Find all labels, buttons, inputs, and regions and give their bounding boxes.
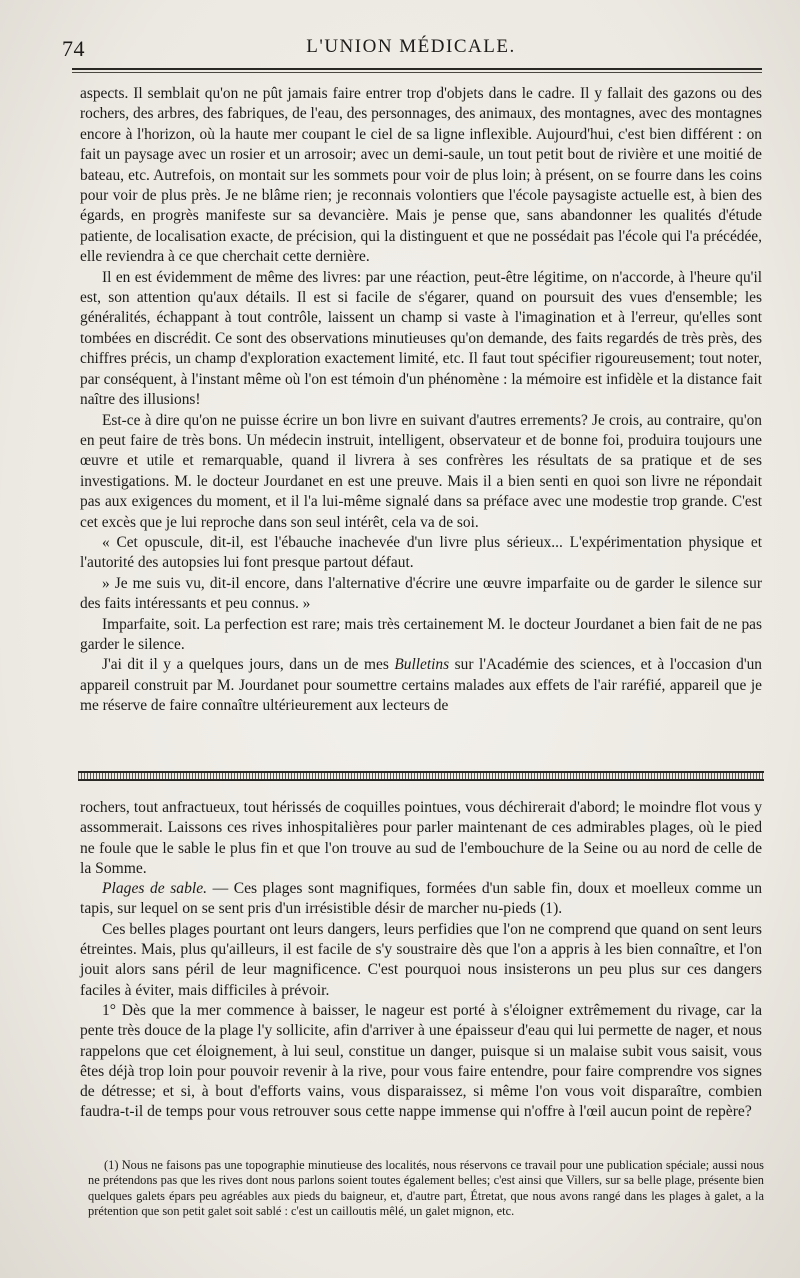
section-text: — Ces plages sont magnifiques, formées d'un sable fin, doux et moelleux comme un tapis, sur lequel on se sent pris d'un irrésistible désir de marcher nu-pieds (1).: [80, 880, 762, 918]
paragraph-with-italic: [80, 655, 762, 716]
footnote: [88, 1158, 764, 1220]
running-head: L'UNION MÉDICALE.: [306, 36, 516, 57]
text-segment: J'ai dit il y a quelques jours, dans un de mes: [102, 656, 395, 674]
paragraph: Ces belles plages pourtant ont leurs dangers, leurs perfidies que l'on ne comprend que quand on sent leurs étreintes. Mais, plus qu'ailleurs, il est facile de s'y soustraire dès que l'on a appris à les bien connaître, et l'on jouit alors sans péril de leur magnificence. C'est pourquoi nous insisterons un peu plus sur ces dangers faciles à éviter, mais difficiles à prévoir.: [80, 920, 762, 999]
paragraph: Est-ce à dire qu'on ne puisse écrire un bon livre en suivant d'autres errements? Je crois, au contraire, qu'on en peut faire de très bons. Un médecin instruit, intelligent, observateur et de bonne foi, produira toujours une œuvre et utile et remarquable, quand il livrera à ses confrères les résultats de sa pratique et de ses investigations. M. le docteur Jourdanet en est une preuve. Mais il a bien senti en quoi son livre ne répondait pas aux exigences du moment, et il l'a lui-même signalé dans sa préface avec une modestie trop grande. C'est cet excès que je lui reproche dans son seul intérêt, cela va de soi.: [80, 411, 762, 531]
section-paragraph: [80, 879, 762, 920]
quotation-paragraph: » Je me suis vu, dit-il encore, dans l'alternative d'écrire une œuvre imparfaite ou de garder le silence sur des faits intéressants et peu connus. »: [80, 574, 762, 613]
italic-term: Bulletins: [394, 656, 450, 674]
paragraph: Il en est évidemment de même des livres: par une réaction, peut-être légitime, on n'accorde, à l'heure qu'il est, son attention qu'aux détails. Il est si facile de s'égarer, quand on poursuit des vues d'ensemble; les généralités, échappant à tout contrôle, laissent un champ si vaste à l'imagination et à l'erreur, qu'elles sont tombées en discrédit. Ce sont des observations minutieuses qu'on demande, des faits regardés de très près, des chiffres précis, un champ d'exploration exactement limité, etc. Il faut tout spécifier rigoureusement; tout noter, par conséquent, à l'instant même où l'on est témoin d'un phénomène : la mémoire est infidèle et la distance fait naître des illusions!: [80, 268, 762, 409]
feuilleton-separator: [78, 771, 764, 781]
page-number: 74: [62, 36, 85, 61]
lower-article: [80, 798, 762, 1123]
paragraph: 1° Dès que la mer commence à baisser, le nageur est porté à s'éloigner extrêmement du rivage, car la pente très douce de la plage l'y sollicite, afin d'arriver à une épaisseur d'eau qui lui permette de nager, et nous rappelons que cet éloignement, à lui seul, constitue un danger, puisque si un malaise subit vous saisit, vous êtes déjà trop loin pour pouvoir revenir à la rive, pour vous faire entendre, pour faire comprendre vos signes de détresse; et si, à bout d'efforts vains, vous disparaissez, si même l'on vous voit disparaître, combien faudra-t-il de temps pour vous retrouver sous cette nappe immense qui n'offre à l'œil aucun point de repère?: [80, 1001, 762, 1121]
paragraph: rochers, tout anfractueux, tout hérissés de coquilles pointues, vous déchirerait d'abord; le moindre flot vous y assommerait. Laissons ces rives inhospitalières pour parler maintenant de ces admirables plages, où le pied ne foule que le sable le plus fin et que l'on trouve au sud de l'embouchure de la Seine ou au nord de celle de la Somme.: [80, 799, 762, 877]
section-title: Plages de sable.: [102, 880, 208, 898]
text-segment: sur l'Académie des sciences, et à l'occasion d'un appareil construit par M. Jourdanet pour soumettre certains malades aux effets de l'air raréfié, appareil que je me réserve de faire connaître ultérieurement aux lecteurs de: [80, 656, 762, 715]
paragraph: Imparfaite, soit. La perfection est rare; mais très certainement M. le docteur Jourdanet a bien fait de ne pas garder le silence.: [80, 615, 762, 653]
paragraph: aspects. Il semblait qu'on ne pût jamais faire entrer trop d'objets dans le cadre. Il y fallait des gazons ou des rochers, des arbres, des fabriques, de l'eau, des personnages, des animaux, des montagnes, avec des montagnes encore à l'horizon, où la haute mer coupant le ciel de sa ligne inflexible. Aujourd'hui, c'est bien différent : on fait un paysage avec un rosier et un arrosoir; avec un demi-saule, un tout petit bout de rivière et une moitié de bateau, etc. Autrefois, on montait sur les sommets pour voir de plus loin; à présent, on se fourre dans les coins pour voir de plus près. Je ne blâme rien; je reconnais volontiers que l'école paysagiste actuelle est, à bien des égards, en progrès manifeste sur sa devancière. Mais je pense que, sans abandonner les qualités d'étude patiente, de localisation exacte, de précision, qui la distinguent et que ne possédait pas l'école qui l'a précédée, elle reviendra à ce que cherchait cette dernière.: [80, 85, 762, 266]
page-header: [62, 28, 760, 64]
upper-article: [80, 84, 762, 717]
quotation-paragraph: « Cet opuscule, dit-il, est l'ébauche inachevée d'un livre plus sérieux... L'expérimentation physique et l'autorité des autopsies lui font presque partout défaut.: [80, 533, 762, 572]
footnote-text: (1) Nous ne faisons pas une topographie minutieuse des localités, nous réservons ce travail pour une publication spéciale; aussi nous ne prétendons pas que les rives dont nous parlons soient toutes également belles; c'est ainsi que Villers, sur sa belle plage, présente bien quelques galets épars peu agréables aux pieds du baigneur, et, d'autre part, Étretat, que nous avons rangé dans les plages à galet, a la prétention que son petit galet soit sablé : c'est un cailloutis mêlé, un galet mignon, etc.: [88, 1158, 764, 1219]
header-rule: [72, 68, 762, 70]
header-rule-thin: [72, 72, 762, 73]
